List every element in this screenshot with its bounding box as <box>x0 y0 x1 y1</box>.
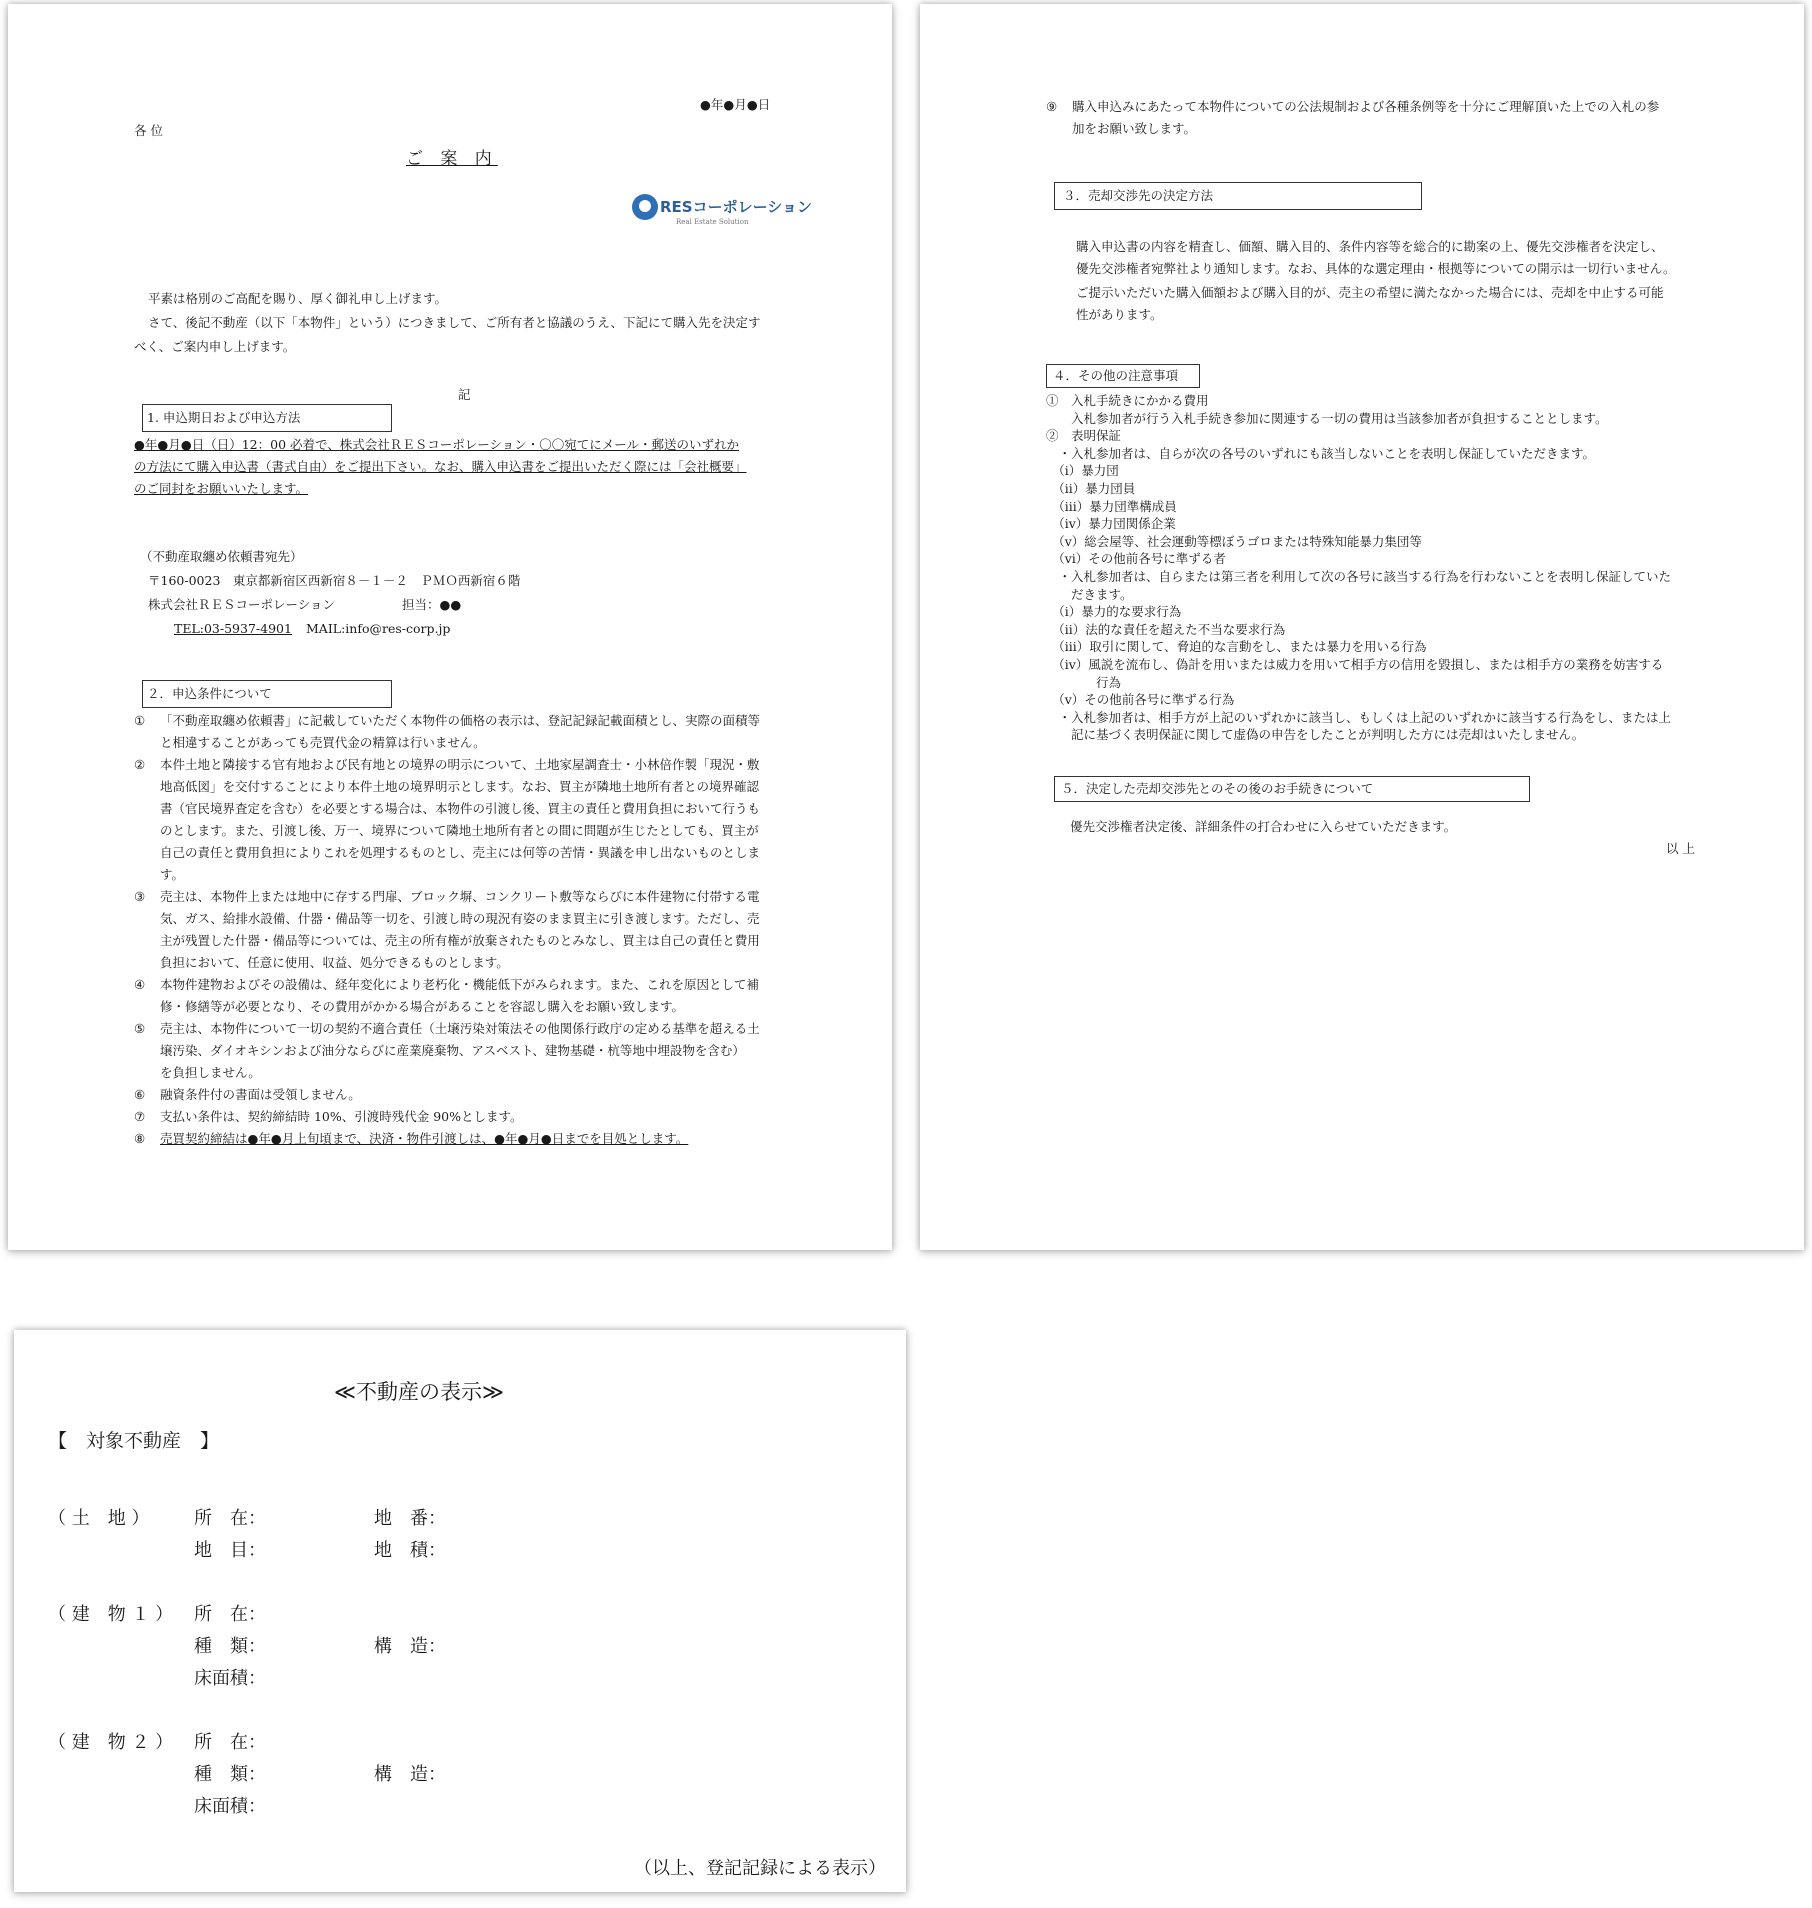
condition-line: 壌汚染、ダイオキシンおよび油分ならびに産業廃棄物、アスベスト、建物基礎・杭等地中埋設物を含む） <box>160 1043 745 1058</box>
condition-line: 修・修繕等が必要となり、その費用がかかる場合があることを容認し購入をお願い致します。 <box>160 999 685 1014</box>
document-page-1 <box>8 4 892 1250</box>
condition-line: 負担において、任意に使用、収益、処分できるものとします。 <box>160 955 509 970</box>
section4-line: （ⅱ）法的な責任を超えた不当な要求行為 <box>1046 621 1286 637</box>
condition-number: ⑧ <box>134 1131 146 1146</box>
section4-heading-box <box>1046 364 1200 388</box>
land-area-field: 地 積： <box>374 1540 446 1561</box>
closing-mark: 以 上 <box>1666 841 1695 856</box>
condition-line: 売買契約締結は●年●月上旬頃まで、決済・物件引渡しは、●年●月●日までを目処とします。 <box>160 1131 689 1146</box>
section4-line: ・入札参加者は、自らが次の各号のいずれにも該当しないことを表明し保証していただきます。 <box>1046 445 1596 461</box>
building1-floor-area-field: 床面積： <box>194 1668 266 1689</box>
building1-type-field: 種 類： <box>194 1636 266 1657</box>
condition-line: 売主は、本物件上または地中に存する門扉、ブロック塀、コンクリート敷等ならびに本件建物に付帯する電 <box>160 889 760 904</box>
section4-line: ① 入札手続きにかかる費用 <box>1046 393 1209 408</box>
section3-line: ご提示いただいた購入価額および購入目的が、売主の希望に満たなかった場合には、売却を中止する可能 <box>1076 285 1664 300</box>
section3-line: 性があります。 <box>1076 307 1163 322</box>
greeting-line-1: 平素は格別のご高配を賜り、厚く御礼申し上げます。 <box>148 291 448 306</box>
condition-number: ⑤ <box>134 1021 146 1036</box>
building2-location-field: 所 在： <box>194 1732 266 1753</box>
contact-heading: （不動産取纏め依頼書宛先） <box>140 549 303 564</box>
building1-label: （ 建 物 １ ） <box>48 1604 174 1625</box>
property-display-title: ≪不動産の表示≫ <box>334 1380 504 1404</box>
condition-line: 主が残置した什器・備品等については、売主の所有権が放棄されたものとみなし、買主は自己の責任と費用 <box>160 933 760 948</box>
section1-line: ●年●月●日（日）12：00 必着で、株式会社ＲＥＳコーポレーション・〇〇宛てにメール・郵送のいずれか <box>134 437 740 452</box>
condition-number: ③ <box>134 889 146 904</box>
section4-body <box>1046 392 1671 744</box>
section4-line: （ⅱ）暴力団員 <box>1046 480 1136 496</box>
section1-line: の方法にて購入申込書（書式自由）をご提出下さい。なお、購入申込書をご提出いただく際には「会社概要」 <box>134 459 747 474</box>
greeting-line-3: べく、ご案内申し上げます。 <box>134 339 296 354</box>
item9-body <box>1072 96 1659 140</box>
land-lot-number-field: 地 番： <box>374 1508 446 1529</box>
condition-line: 本件土地と隣接する官有地および民有地との境界の明示について、土地家屋調査士・小林倍作製「現況・敷 <box>160 757 760 772</box>
section4-line: （ⅵ）その他前各号に準ずる者 <box>1046 551 1226 567</box>
contact-company: 株式会社ＲＥＳコーポレーション <box>148 597 336 612</box>
registry-footer-note: （以上、登記記録による表示） <box>634 1858 886 1879</box>
logo-text: RESコーポレーション <box>660 198 813 216</box>
contact-address: 〒160-0023 東京都新宿区西新宿８－１－２ ＰＭＯ西新宿６階 <box>148 573 521 588</box>
building1-location-field: 所 在： <box>194 1604 266 1625</box>
section4-line: ② 表明保証 <box>1046 428 1122 444</box>
item9-number: ⑨ <box>1046 99 1058 114</box>
document-date: ●年●月●日 <box>700 97 771 112</box>
section3-body <box>1076 236 1676 326</box>
subject-property-heading: 【 対象不動産 】 <box>48 1430 220 1452</box>
building2-type-field: 種 類： <box>194 1764 266 1785</box>
land-category-field: 地 目： <box>194 1540 266 1561</box>
condition-line: す。 <box>160 867 185 882</box>
building2-structure-field: 構 造： <box>374 1764 446 1785</box>
item9-line: 加をお願い致します。 <box>1072 121 1197 136</box>
section4-heading: ４．その他の注意事項 <box>1053 368 1179 383</box>
condition-line: 「不動産取纏め依頼書」に記載していただく本物件の価格の表示は、登記記録記載面積とし、実際の面積等 <box>160 713 761 728</box>
section4-line: 記に基づく表明保証に関して虚偽の申告をしたことが判明した方には売却はいたしません。 <box>1046 727 1585 743</box>
section5-heading: ５．決定した売却交渉先とのその後のお手続きについて <box>1061 781 1374 796</box>
ki-heading: 記 <box>458 387 471 402</box>
section4-line: （ⅳ）風説を流布し、偽計を用いまたは威力を用いて相手方の信用を毀損し、または相手方の業務を妨害する <box>1046 656 1664 672</box>
condition-number: ⑦ <box>134 1109 146 1124</box>
condition-line: のとします。また、引渡し後、万一、境界について隣地土地所有者との間に問題が生じたとしても、買主が <box>160 823 759 838</box>
section4-line: （ⅰ）暴力的な要求行為 <box>1046 604 1182 620</box>
logo-subtext: Real Estate Solution <box>676 218 749 226</box>
section1-line: のご同封をお願いいたします。 <box>134 481 309 496</box>
section2-heading: ２．申込条件について <box>147 686 272 701</box>
condition-line: と相違することがあっても売買代金の精算は行いません。 <box>160 735 486 750</box>
section1-heading: 1. 申込期日および申込方法 <box>147 410 301 425</box>
section4-line: （ⅰ）暴力団 <box>1046 463 1119 479</box>
section4-line: （ⅴ）総会屋等、社会運動等標ぼうゴロまたは特殊知能暴力集団等 <box>1046 533 1422 549</box>
contact-mail[interactable]: MAIL:info@res-corp.jp <box>306 621 451 636</box>
section4-line: 入札参加者が行う入札手続き参加に関連する一切の費用は当該参加者が負担することとします。 <box>1046 410 1608 426</box>
land-label: （ 土 地 ） <box>48 1508 150 1529</box>
section5-body: 優先交渉権者決定後、詳細条件の打合わせに入らせていただきます。 <box>1070 819 1457 834</box>
section1-heading-box <box>142 404 392 432</box>
section4-line: （ⅴ）その他前各号に準ずる行為 <box>1046 692 1235 708</box>
document-page-3 <box>14 1330 906 1892</box>
building2-floor-area-field: 床面積： <box>194 1796 266 1817</box>
document-title: ご 案 内 <box>406 149 498 169</box>
condition-line: 自己の責任と費用負担によりこれを処理するものとし、売主には何等の苦情・異議を申し出ないものとしま <box>160 845 761 860</box>
section4-line: （ⅲ）暴力団準構成員 <box>1046 498 1177 514</box>
section4-line: （ⅳ）暴力団関係企業 <box>1046 516 1176 532</box>
condition-number: ④ <box>134 977 146 992</box>
greeting-line-2: さて、後記不動産（以下「本物件」という）につきまして、ご所有者と協議のうえ、下記にて購入先を決定す <box>148 315 761 330</box>
condition-line: 支払い条件は、契約締結時 10%、引渡時残代金 90%とします。 <box>160 1109 523 1124</box>
section3-heading-box <box>1054 182 1422 210</box>
building2-label: （ 建 物 ２ ） <box>48 1732 174 1753</box>
condition-line: 融資条件付の書面は受領しません。 <box>160 1087 361 1102</box>
section1-body <box>134 434 747 500</box>
section5-heading-box <box>1054 776 1530 802</box>
logo-mark-icon <box>632 194 658 220</box>
building1-structure-field: 構 造： <box>374 1636 446 1657</box>
section4-line: 行為 <box>1046 674 1122 690</box>
section4-line: だきます。 <box>1046 586 1133 602</box>
condition-line: 本物件建物およびその設備は、経年変化により老朽化・機能低下がみられます。また、これを原因として補 <box>160 977 760 992</box>
condition-line: を負担しません。 <box>160 1065 261 1080</box>
contact-tel[interactable]: TEL:03-5937-4901 <box>174 621 292 636</box>
contact-person: 担当：●● <box>402 597 462 612</box>
condition-number: ⑥ <box>134 1087 146 1102</box>
section3-heading: ３．売却交渉先の決定方法 <box>1063 188 1214 203</box>
section2-heading-box <box>142 680 392 708</box>
condition-line: 売主は、本物件について一切の契約不適合責任（土壌汚染対策法その他関係行政庁の定める基準を超える土 <box>160 1021 760 1036</box>
section3-line: 優先交渉権者宛弊社より通知します。なお、具体的な選定理由・根拠等についての開示は一切行いません。 <box>1076 261 1676 276</box>
section4-line: ・入札参加者は、自らまたは第三者を利用して次の各号に該当する行為を行わないことを表明し保証していた <box>1046 568 1672 584</box>
condition-line: 地高低図」を交付することにより本件土地の境界明示とします。なお、買主が隣地土地所有者との境界確認 <box>160 779 760 794</box>
addressee: 各 位 <box>134 123 163 138</box>
land-location-field: 所 在： <box>194 1508 266 1529</box>
condition-number: ② <box>134 757 146 772</box>
section4-line: ・入札参加者は、相手方が上記のいずれかに該当し、もしくは上記のいずれかに該当する行為をし、または上 <box>1046 709 1672 725</box>
condition-line: 書（官民境界査定を含む）を必要とする場合は、本物件の引渡し後、買主の責任と費用負担において行うも <box>160 801 761 816</box>
condition-number: ① <box>134 713 146 728</box>
section4-line: （ⅲ）取引に関して、脅迫的な言動をし、または暴力を用いる行為 <box>1046 639 1427 655</box>
document-page-2 <box>920 4 1804 1250</box>
condition-line: 気、ガス、給排水設備、什器・備品等一切を、引渡し時の現況有姿のまま買主に引き渡します。ただし、売 <box>160 911 760 926</box>
item9-line: 購入申込みにあたって本物件についての公法規制および各種条例等を十分にご理解頂いた上での入札の参 <box>1072 99 1660 114</box>
section3-line: 購入申込書の内容を精査し、価額、購入目的、条件内容等を総合的に勘案の上、優先交渉権者を決定し、 <box>1076 239 1664 254</box>
